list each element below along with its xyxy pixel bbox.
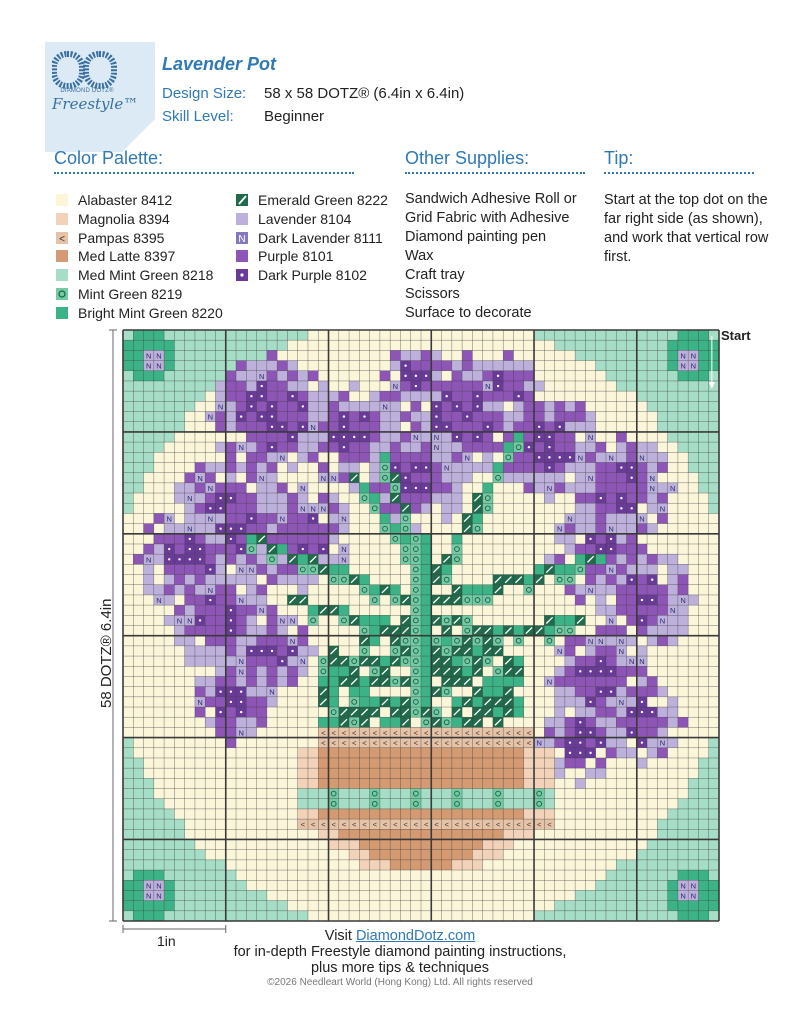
svg-text:N: N: [187, 494, 193, 504]
svg-text:<: <: [310, 820, 316, 830]
color-palette-heading: Color Palette:: [54, 148, 164, 168]
supply-item: Diamond painting pen: [405, 229, 547, 245]
svg-text:N: N: [197, 697, 203, 707]
svg-text:N: N: [300, 483, 306, 493]
svg-text:N: N: [690, 891, 697, 901]
svg-text:N: N: [341, 545, 347, 555]
svg-text:N: N: [259, 371, 265, 381]
svg-text:<: <: [403, 820, 408, 830]
svg-text:N: N: [413, 432, 419, 442]
svg-text:N: N: [176, 616, 183, 626]
svg-text:<: <: [547, 820, 552, 830]
svg-text:N: N: [145, 351, 152, 361]
svg-text:N: N: [618, 646, 625, 656]
supply-item: Craft tray: [405, 267, 465, 283]
svg-text:N: N: [310, 504, 316, 514]
supply-item: Scissors: [405, 286, 460, 302]
svg-text:N: N: [238, 565, 244, 575]
svg-text:N: N: [659, 616, 666, 626]
svg-text:N: N: [680, 596, 686, 606]
start-label: Start: [721, 328, 751, 343]
svg-text:N: N: [536, 738, 542, 748]
svg-text:<: <: [403, 728, 408, 738]
svg-text:N: N: [341, 555, 347, 565]
palette-item-label: Lavender 8104: [258, 210, 352, 227]
svg-text:N: N: [207, 483, 214, 493]
skill-level-label: Skill Level:: [162, 108, 234, 125]
svg-text:<: <: [506, 728, 511, 738]
copyright: ©2026 Needleart World (Hong Kong) Ltd. All rights reserved: [267, 977, 533, 988]
palette-item-label: Alabaster 8412: [78, 192, 173, 208]
svg-text:<: <: [331, 820, 336, 830]
svg-text:<: <: [413, 738, 419, 748]
svg-text:N: N: [238, 657, 244, 667]
svg-text:N: N: [659, 504, 666, 514]
svg-text:N: N: [433, 443, 440, 453]
svg-text:N: N: [639, 657, 645, 667]
svg-text:N: N: [156, 361, 162, 371]
svg-text:<: <: [475, 728, 480, 738]
svg-text:<: <: [341, 820, 347, 830]
svg-text:N: N: [443, 463, 450, 473]
svg-text:N: N: [598, 636, 604, 646]
svg-text:N: N: [238, 233, 246, 244]
svg-text:<: <: [495, 738, 501, 748]
svg-text:N: N: [289, 636, 296, 646]
svg-text:N: N: [145, 361, 152, 371]
svg-text:N: N: [238, 728, 244, 738]
svg-text:<: <: [444, 820, 449, 830]
svg-text:<: <: [444, 728, 449, 738]
footer-visit-text: Visit: [324, 928, 356, 944]
svg-text:<: <: [382, 738, 388, 748]
tip-text: Start at the top dot on the far right side (as shown), and work that vertical row first.: [604, 192, 769, 265]
svg-text:N: N: [156, 891, 162, 901]
svg-text:N: N: [279, 514, 285, 524]
supply-item: Sandwich Adhesive Roll or: [405, 191, 577, 207]
svg-text:<: <: [495, 728, 501, 738]
svg-text:<: <: [475, 738, 480, 748]
palette-item-label: Emerald Green 8222: [258, 192, 388, 208]
svg-text:N: N: [145, 881, 152, 891]
palette-item-label: Magnolia 8394: [78, 210, 170, 227]
svg-text:N: N: [680, 361, 686, 371]
logo-script: Freestyle™: [52, 95, 139, 113]
svg-text:N: N: [207, 412, 214, 422]
svg-text:N: N: [608, 565, 614, 575]
svg-text:N: N: [618, 697, 625, 707]
other-supplies-heading: Other Supplies:: [405, 148, 530, 168]
svg-text:N: N: [649, 483, 655, 493]
svg-text:N: N: [587, 432, 594, 442]
svg-text:<: <: [372, 728, 377, 738]
palette-item-label: Bright Mint Green 8220: [78, 304, 223, 321]
svg-text:N: N: [557, 646, 563, 656]
svg-text:N: N: [639, 453, 645, 463]
svg-text:<: <: [454, 738, 460, 748]
svg-text:<: <: [454, 820, 460, 830]
svg-text:N: N: [289, 616, 296, 626]
svg-text:N: N: [207, 585, 214, 595]
svg-text:N: N: [166, 514, 172, 524]
svg-text:N: N: [577, 453, 583, 463]
svg-text:N: N: [259, 473, 265, 483]
design-size-value: 58 x 58 DOTZ® (6.4in x 6.4in): [264, 85, 465, 102]
svg-text:N: N: [207, 514, 214, 524]
svg-text:<: <: [423, 728, 429, 738]
svg-text:<: <: [465, 738, 470, 748]
diamond-dotz-link[interactable]: DiamondDotz.com: [355, 928, 476, 944]
svg-text:<: <: [362, 820, 367, 830]
svg-text:N: N: [567, 514, 573, 524]
svg-text:N: N: [433, 432, 440, 442]
svg-text:<: <: [341, 728, 347, 738]
svg-text:<: <: [423, 738, 429, 748]
svg-text:<: <: [403, 738, 408, 748]
svg-text:<: <: [475, 820, 480, 830]
svg-text:<: <: [362, 728, 367, 738]
palette-item-label: Purple 8101: [258, 248, 334, 265]
svg-text:N: N: [608, 524, 614, 534]
svg-text:<: <: [434, 820, 439, 830]
svg-text:N: N: [187, 524, 193, 534]
logo-brand-line: DIAMOND DOTZ®: [60, 88, 114, 94]
svg-text:N: N: [628, 657, 635, 667]
svg-text:<: <: [393, 738, 398, 748]
supply-item: Surface to decorate: [405, 305, 532, 321]
svg-text:N: N: [145, 555, 152, 565]
supply-item: Wax: [405, 248, 434, 264]
svg-text:N: N: [197, 473, 203, 483]
svg-text:<: <: [413, 728, 419, 738]
svg-text:<: <: [465, 820, 470, 830]
svg-text:<: <: [331, 738, 336, 748]
svg-text:<: <: [321, 820, 326, 830]
palette-item-label: Dark Lavender 8111: [258, 229, 383, 246]
footer-visit: [0, 928, 800, 944]
svg-text:<: <: [454, 728, 460, 738]
svg-text:N: N: [156, 596, 162, 606]
svg-text:<: <: [423, 820, 429, 830]
design-size-label: Design Size:: [162, 85, 247, 102]
svg-text:N: N: [587, 585, 594, 595]
svg-text:N: N: [187, 616, 193, 626]
svg-text:N: N: [587, 636, 594, 646]
svg-text:N: N: [248, 565, 255, 575]
svg-text:N: N: [259, 606, 265, 616]
tip-heading: Tip:: [604, 148, 634, 168]
palette-item-label: Med Mint Green 8218: [78, 267, 214, 284]
svg-text:N: N: [382, 402, 388, 412]
svg-text:<: <: [393, 820, 398, 830]
svg-text:N: N: [649, 473, 655, 483]
svg-text:<: <: [485, 820, 490, 830]
footer-line-2: for in-depth Freestyle diamond painting instructions,: [233, 944, 567, 960]
svg-text:N: N: [690, 351, 697, 361]
svg-text:N: N: [608, 453, 614, 463]
footer-line-3: plus more tips & techniques: [310, 960, 490, 976]
svg-text:<: <: [526, 820, 532, 830]
svg-text:<: <: [516, 728, 521, 738]
svg-text:N: N: [680, 351, 686, 361]
svg-text:<: <: [59, 233, 65, 244]
svg-text:<: <: [413, 820, 419, 830]
svg-text:N: N: [145, 891, 152, 901]
svg-text:<: <: [516, 738, 521, 748]
svg-text:N: N: [156, 881, 162, 891]
svg-text:N: N: [217, 402, 224, 412]
svg-text:<: <: [382, 820, 388, 830]
svg-text:N: N: [659, 738, 666, 748]
svg-text:N: N: [485, 382, 491, 392]
svg-text:N: N: [464, 453, 470, 463]
svg-text:N: N: [279, 616, 285, 626]
svg-text:<: <: [526, 738, 532, 748]
svg-text:N: N: [690, 881, 697, 891]
svg-text:<: <: [352, 738, 357, 748]
svg-text:<: <: [536, 820, 542, 830]
svg-text:N: N: [310, 422, 316, 432]
svg-text:N: N: [392, 382, 399, 392]
svg-text:<: <: [495, 820, 501, 830]
svg-text:<: <: [506, 820, 511, 830]
svg-text:<: <: [352, 820, 357, 830]
supply-item: Grid Fabric with Adhesive: [405, 210, 570, 226]
svg-text:N: N: [279, 453, 285, 463]
svg-text:<: <: [341, 738, 347, 748]
svg-text:N: N: [680, 891, 686, 901]
svg-text:<: <: [321, 738, 326, 748]
svg-text:N: N: [618, 636, 625, 646]
palette-item-label: Pampas 8395: [78, 229, 165, 246]
svg-text:<: <: [516, 820, 521, 830]
palette-item-label: Mint Green 8219: [78, 286, 183, 302]
palette-item-label: Med Latte 8397: [78, 248, 176, 265]
svg-text:<: <: [506, 738, 511, 748]
svg-text:N: N: [238, 667, 244, 677]
svg-text:<: <: [526, 728, 532, 738]
svg-text:N: N: [690, 361, 697, 371]
page-title: Lavender Pot: [162, 54, 277, 74]
svg-text:<: <: [485, 728, 490, 738]
svg-text:N: N: [269, 687, 275, 697]
svg-text:<: <: [362, 738, 367, 748]
svg-text:<: <: [485, 738, 490, 748]
svg-text:N: N: [587, 473, 594, 483]
svg-text:N: N: [341, 514, 347, 524]
svg-text:N: N: [608, 616, 614, 626]
svg-text:<: <: [300, 820, 306, 830]
svg-text:N: N: [320, 504, 327, 514]
svg-text:<: <: [465, 728, 470, 738]
svg-text:<: <: [372, 738, 377, 748]
svg-text:<: <: [444, 738, 449, 748]
svg-text:N: N: [546, 483, 553, 493]
svg-text:N: N: [320, 473, 327, 483]
svg-text:<: <: [434, 728, 439, 738]
svg-text:N: N: [156, 351, 162, 361]
svg-text:N: N: [670, 483, 676, 493]
svg-text:N: N: [238, 596, 244, 606]
svg-text:<: <: [372, 820, 377, 830]
svg-text:<: <: [393, 728, 398, 738]
svg-text:N: N: [680, 881, 686, 891]
svg-text:N: N: [300, 504, 306, 514]
svg-text:<: <: [434, 738, 439, 748]
svg-text:N: N: [238, 443, 244, 453]
svg-text:N: N: [546, 677, 553, 687]
svg-text:N: N: [639, 514, 645, 524]
svg-text:<: <: [331, 728, 336, 738]
svg-text:N: N: [330, 473, 337, 483]
svg-text:<: <: [321, 728, 326, 738]
svg-text:N: N: [670, 606, 676, 616]
svg-text:N: N: [300, 657, 306, 667]
inch-scale-label: 1in: [157, 933, 176, 949]
svg-text:<: <: [382, 728, 388, 738]
palette-item-label: Dark Purple 8102: [258, 267, 367, 284]
svg-text:<: <: [352, 728, 357, 738]
skill-level-value: Beginner: [264, 108, 325, 125]
svg-text:N: N: [557, 524, 563, 534]
